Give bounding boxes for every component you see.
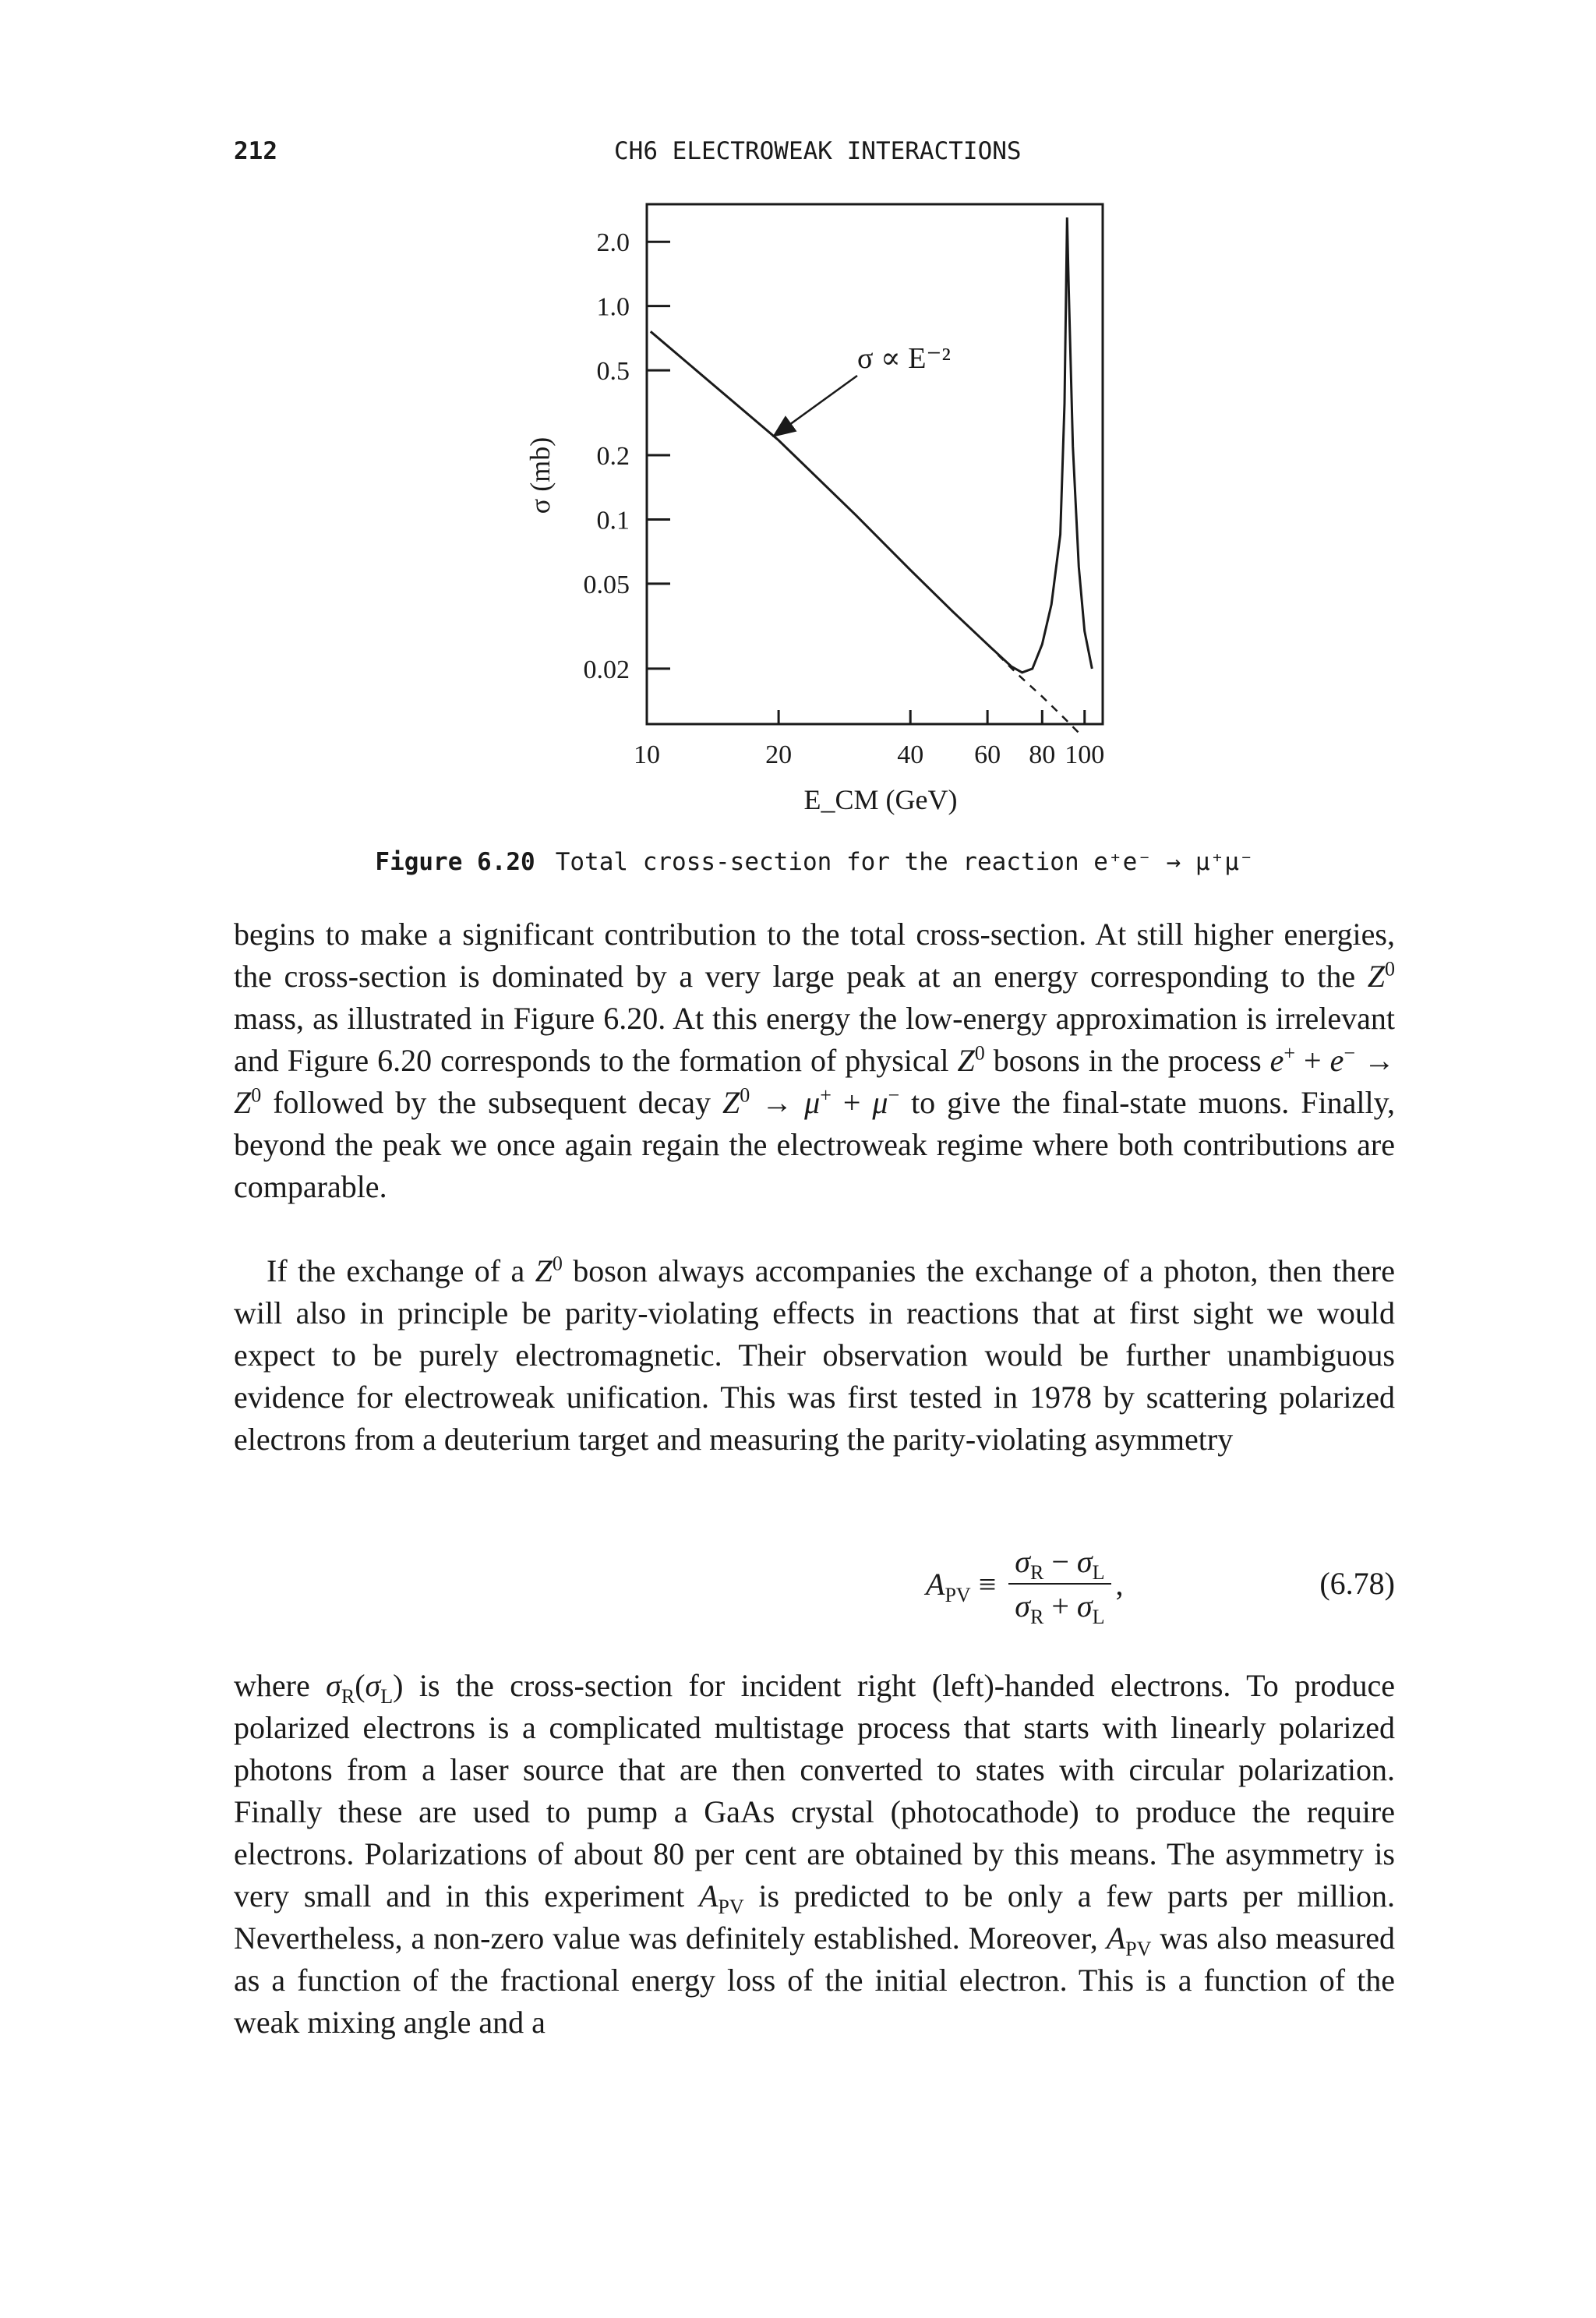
figure-label: Figure 6.20 (375, 848, 535, 876)
annotation-arrow (775, 376, 857, 435)
running-head: CH6 ELECTROWEAK INTERACTIONS (614, 137, 1022, 165)
caption-text: Total cross-section for the reaction e⁺e⁻ → μ⁺μ⁻ (555, 848, 1254, 876)
y-tick-label: 0.2 (596, 442, 630, 472)
paragraph-2: If the exchange of a $Z^0$ boson always accompanies the exchange of a photon, then there will also in principle be parity-violating effects in reactions that at first sight we would expect to be purely electromagnetic. Their observation would be further unambiguous evidence for electroweak unification. This was first tested in 1978 by scattering polarized electrons from a deuterium target and measuring the parity-violating asymmetry (234, 1252, 1395, 1457)
y-tick-label: 1.0 (596, 292, 630, 322)
figure-caption (234, 848, 1395, 876)
equation-body (926, 1537, 1124, 1631)
x-tick-label: 40 (897, 740, 924, 769)
x-axis-title (804, 784, 958, 815)
x-tick-label: 100 (1065, 740, 1105, 769)
extrapolation-dashed-curve (987, 645, 1081, 735)
equation-numerator: $\sigma_R - \sigma_L$ (1008, 1543, 1110, 1585)
y-tick-label: 0.05 (583, 570, 630, 599)
equation-trailing-comma: , (1115, 1566, 1124, 1602)
equation-6-78 (234, 1537, 1395, 1631)
y-axis (584, 228, 671, 684)
y-tick-label: 0.5 (596, 357, 630, 387)
x-tick-label: 20 (765, 740, 793, 769)
equation-relation: ≡ (978, 1566, 997, 1602)
paragraph-3: where $\sigma_R(\sigma_L)$ is the cross-section for incident right (left)-handed electrons. To produce polarized electrons is a complicated multistage process that starts with linearly polarized photons from a laser source that are then converted to states with circular polarization. Finally these are used to pump a GaAs crystal (photocathode) to produce the require electrons. Polarizations of about 80 per cent are obtained by this means. The asymmetry is very small and in this experiment $A_{PV}$ is predicted to be only a few parts per million. Nevertheless, a non-zero value was definitely established. Moreover, $A_{PV}$ was also measured as a function of the fractional energy loss of the initial electron. This is a function of the weak mixing angle and a (234, 1668, 1395, 2040)
equation-lhs: $A_{PV}$ (926, 1566, 971, 1606)
plot-frame (647, 204, 1103, 724)
annotation-text: σ ∝ E⁻² (857, 342, 951, 375)
page-number: 212 (234, 137, 277, 165)
paragraph-1: begins to make a significant contribution to the total cross-section. At still higher energies, the cross-section is dominated by a very large peak at an energy corresponding to the $Z^0$ mass, as illustrated in Figure 6.20. At this energy the low-energy approximation is irrelevant and Figure 6.20 corresponds to the formation of physical $Z^0$ bosons in the process $e^+ + e^- \to Z^0$ followed by the subsequent decay $Z^0 \to \mu^+ + \mu^-$ to give the final-state muons. Finally, beyond the peak we once again regain the electroweak regime where both contributions are comparable. (234, 917, 1395, 1204)
cross-section-curve (651, 217, 1093, 673)
y-axis-title (524, 437, 556, 514)
x-tick-label: 80 (1029, 740, 1056, 769)
y-tick-label: 2.0 (596, 228, 630, 258)
y-tick-label: 0.02 (583, 655, 630, 684)
equation-denominator: $\sigma_R + \sigma_L$ (1015, 1588, 1105, 1628)
equation-fraction (1008, 1543, 1110, 1628)
annotation-sigma-proportional (857, 342, 951, 375)
figure-6-20-chart (514, 195, 1107, 834)
x-axis (634, 710, 1104, 769)
y-tick-label: 0.1 (596, 506, 630, 535)
x-tick-label: 60 (974, 740, 1001, 769)
x-tick-label: 10 (634, 740, 660, 769)
y-axis-title-text: σ (mb) (524, 436, 556, 514)
x-axis-title-text: E_CM (GeV) (803, 784, 958, 815)
equation-number: (6.78) (1319, 1566, 1395, 1601)
page-header (234, 137, 1395, 176)
